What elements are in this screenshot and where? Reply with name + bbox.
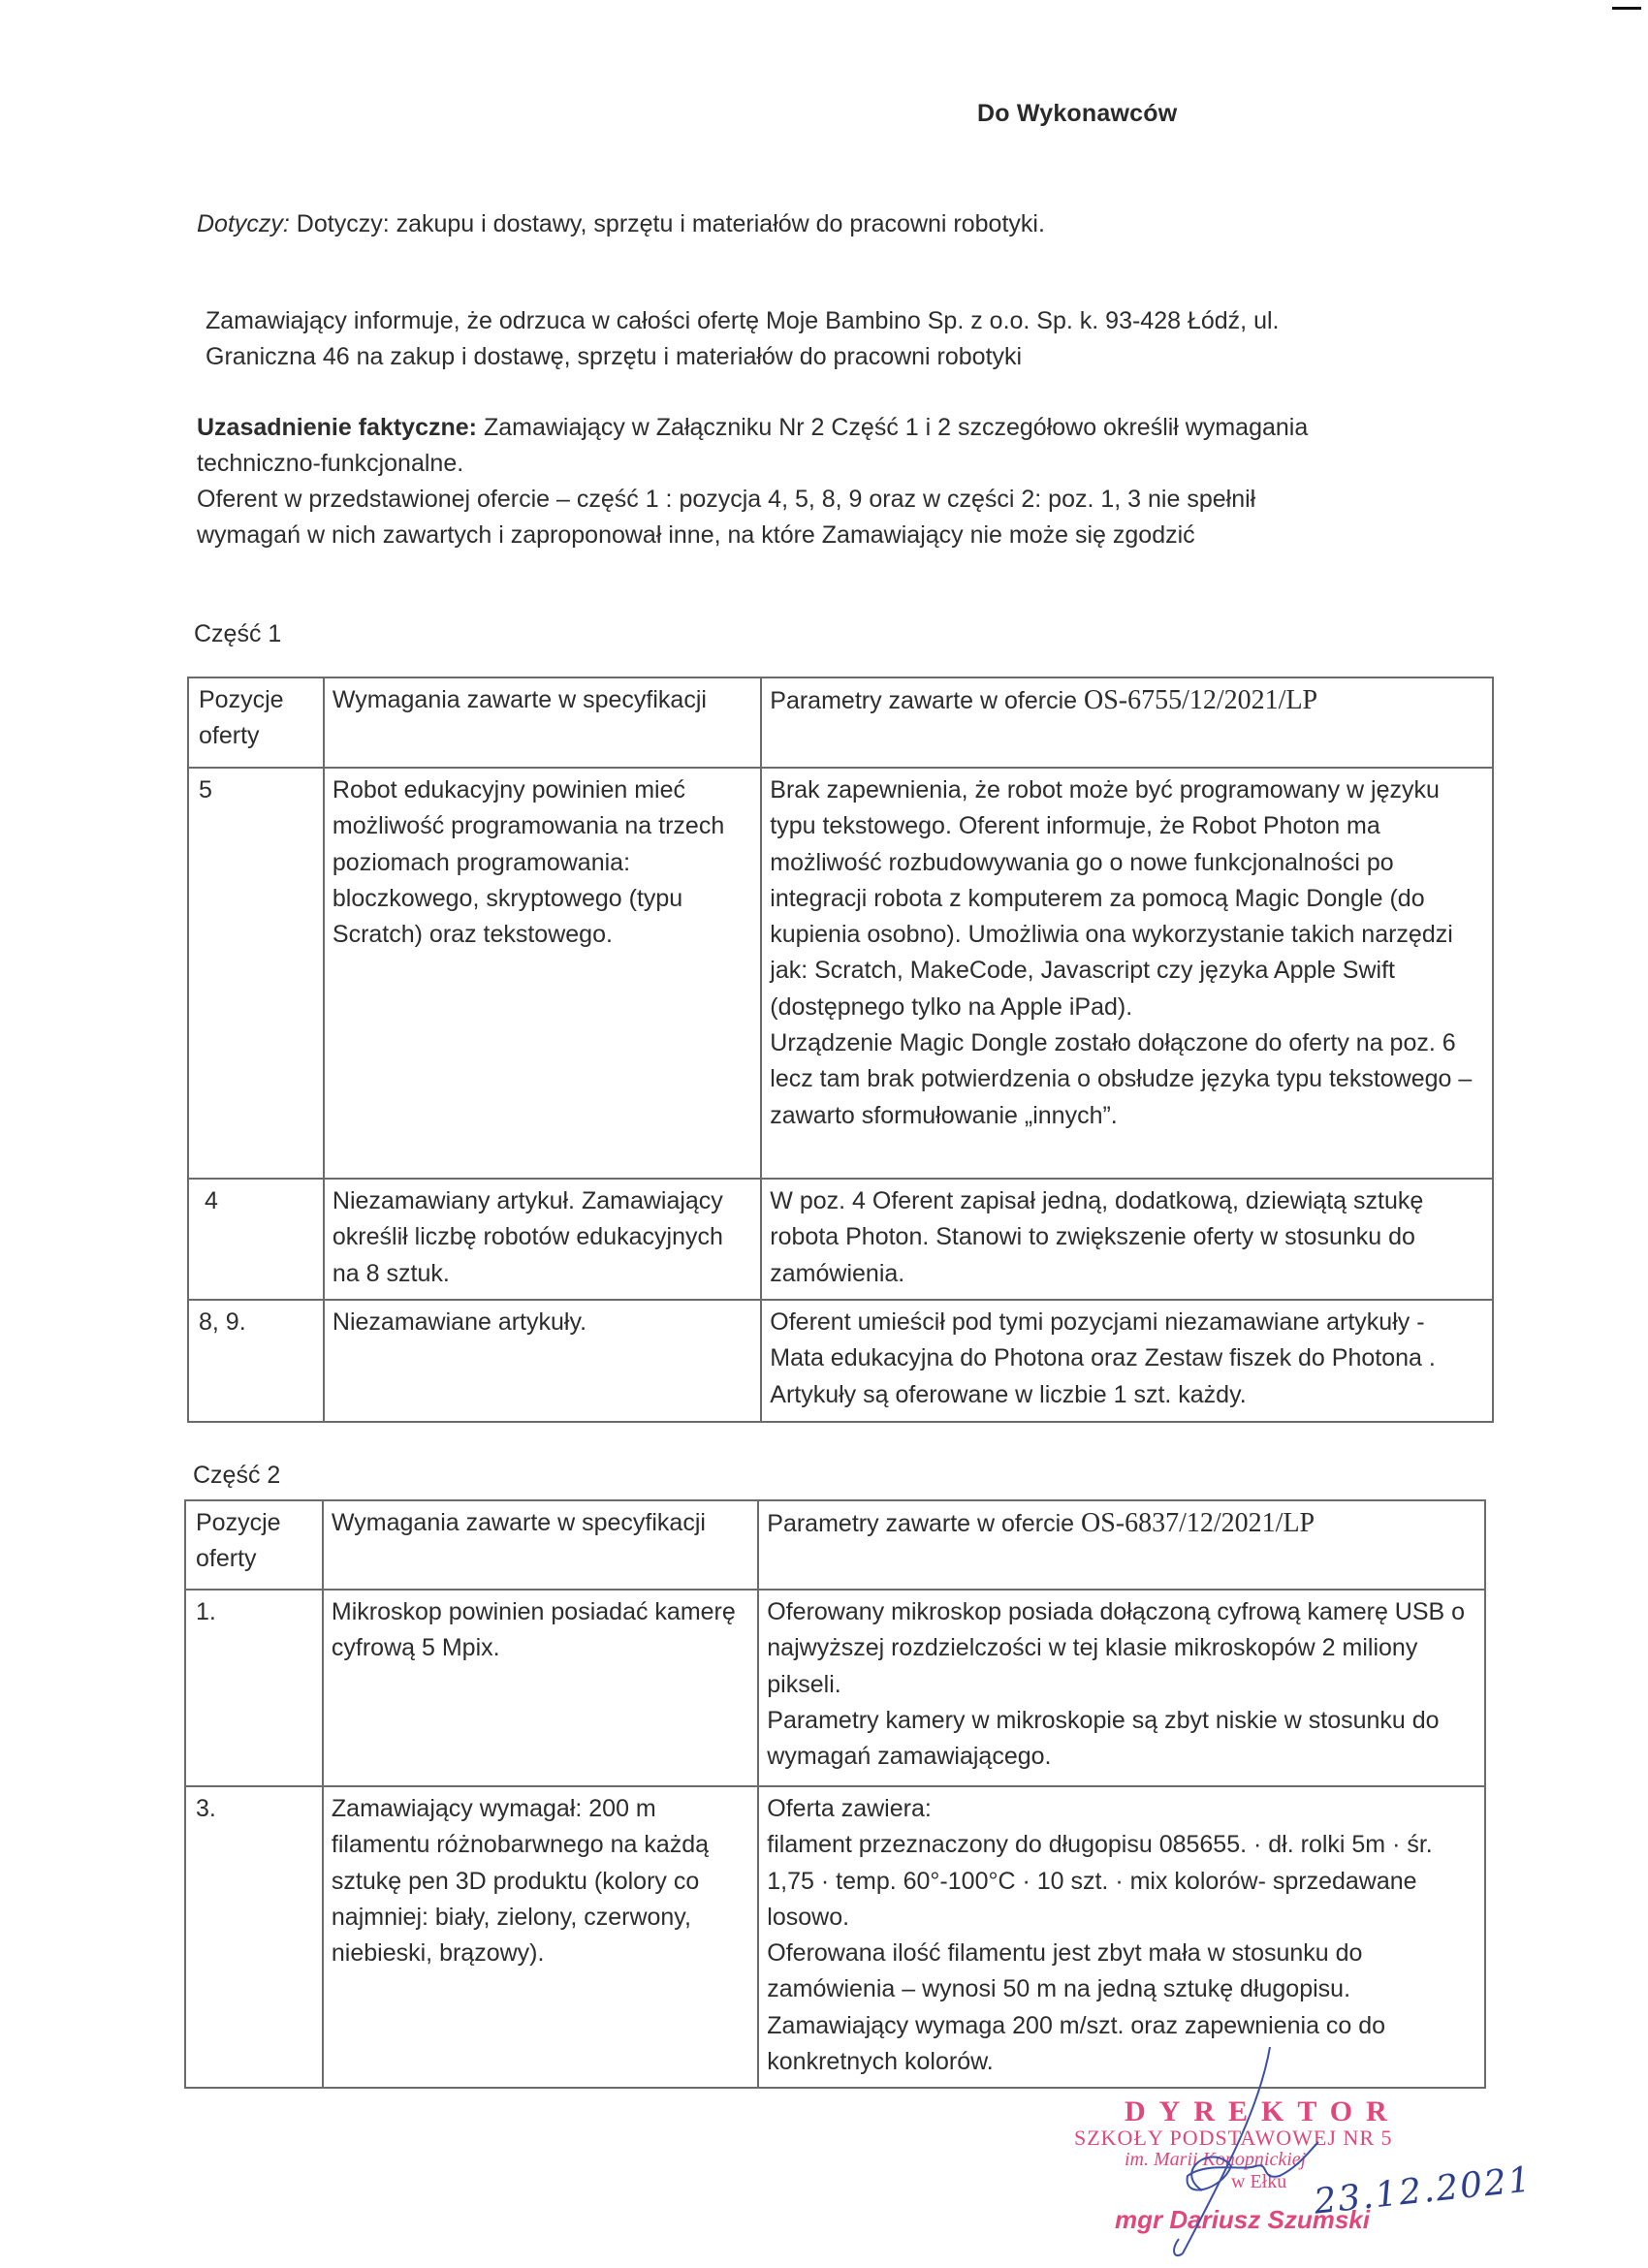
cell-requirement: Zamawiający wymagał: 200 m filamentu różnobarwnego na każdą sztukę pen 3D produktu (kolory co najmniej: biały, zielony, czerwony, niebieski, brązowy).: [323, 1786, 758, 2088]
stamp-school: SZKOŁY PODSTAWOWEJ NR 5: [1074, 2126, 1393, 2150]
justification-line-4: wymagań w nich zawartych i zaproponował inne, na które Zamawiający nie może się zgodzić: [197, 521, 1195, 549]
header-parameters: Parametry zawarte w ofercie OS-6837/12/2021/LP: [758, 1500, 1485, 1590]
header-position: Pozycje oferty: [185, 1500, 323, 1590]
cell-requirement: Niezamawiane artykuły.: [324, 1300, 761, 1422]
offer-number: OS-6755/12/2021/LP: [1084, 685, 1318, 715]
cell-requirement: Mikroskop powinien posiadać kamerę cyfrową 5 Mpix.: [323, 1590, 758, 1786]
subject-line: [197, 206, 1045, 242]
cell-parameters: Oferent umieścił pod tymi pozycjami niezamawiane artykuły - Mata edukacyjna do Photona oraz Zestaw fiszek do Photona . Artykuły są oferowane w liczbie 1 szt. każdy.: [761, 1300, 1493, 1422]
justification-label: Uzasadnienie faktyczne:: [197, 414, 477, 441]
part1-table: [187, 677, 1494, 1423]
stamp-title: DYREKTOR: [1125, 2095, 1401, 2127]
table-row: [188, 768, 1493, 1179]
cell-position: 3.: [185, 1786, 323, 2088]
notice-line-2: Graniczna 46 na zakup i dostawę, sprzętu i materiałów do pracowni robotyki: [206, 343, 1023, 370]
justification-line-2: techniczno-funkcjonalne.: [197, 450, 464, 477]
subject-text: Dotyczy: zakupu i dostawy, sprzętu i materiałów do pracowni robotyki.: [289, 210, 1045, 237]
cell-requirement: Robot edukacyjny powinien mieć możliwość programowania na trzech poziomach programowania: bloczkowego, skryptowego (typu Scratch) oraz tekstowego.: [324, 768, 761, 1179]
stamp-town: w Ełku: [1231, 2171, 1287, 2192]
part2-table: [184, 1499, 1486, 2089]
cell-requirement: Niezamawiany artykuł. Zamawiający określił liczbę robotów edukacyjnych na 8 sztuk.: [324, 1179, 761, 1300]
header-position: Pozycje oferty: [188, 677, 324, 768]
cell-parameters: Oferta zawiera: filament przeznaczony do długopisu 085655. · dł. rolki 5m · śr. 1,75 · temp. 60°-100°C · 10 szt. · mix kolorów- sprzedawane losowo. Oferowana ilość filamentu jest zbyt mała w stosunku do zamówienia – wynosi 50 m na jedną sztukę długopisu. Zamawiający wymaga 200 m/szt. oraz zapewnienia co do konkretnych kolorów.: [758, 1786, 1485, 2088]
table-header-row: [185, 1500, 1485, 1590]
offer-number: OS-6837/12/2021/LP: [1081, 1508, 1315, 1538]
signature-icon: [1115, 2045, 1347, 2268]
cell-parameters: Brak zapewnienia, że robot może być programowany w języku typu tekstowego. Oferent informuje, że Robot Photon ma możliwość rozbudowywania go o nowe funkcjonalności po integracji robota z komputerem za pomocą Magic Dongle (do kupienia osobno). Umożliwia ona wykorzystanie takich narzędzi jak: Scratch, MakeCode, Javascript czy języka Apple Swift (dostępnego tylko na Apple iPad). Urządzenie Magic Dongle zostało dołączone do oferty na poz. 6 lecz tam brak potwierdzenia o obsłudze języka typu tekstowego – zawarto sformułowanie „innych”.: [761, 768, 1493, 1179]
stamp-patron: im. Marii Konopnickiej: [1125, 2149, 1307, 2170]
justification-paragraph: [197, 410, 1308, 553]
table-row: [188, 1179, 1493, 1300]
stamp-name: mgr Dariusz Szumski: [1115, 2205, 1370, 2234]
cell-position: 1.: [185, 1590, 323, 1786]
handwritten-date: 23.12.2021: [1312, 2159, 1535, 2222]
part2-label: Część 2: [193, 1462, 281, 1489]
cell-parameters: Oferowany mikroskop posiada dołączoną cyfrową kamerę USB o najwyższej rozdzielczości w tej klasie mikroskopów 2 miliony pikseli. Parametry kamery w mikroskopie są zbyt niskie w stosunku do wymagań zamawiającego.: [758, 1590, 1485, 1786]
addressee-title: Do Wykonawców: [977, 100, 1178, 127]
cell-parameters: W poz. 4 Oferent zapisał jedną, dodatkową, dziewiątą sztukę robota Photon. Stanowi to zwiększenie oferty w stosunku do zamówienia.: [761, 1179, 1493, 1300]
justification-line-3: Oferent w przedstawionej ofercie – część 1 : pozycja 4, 5, 8, 9 oraz w części 2: poz. 1, 3 nie spełnił: [197, 486, 1256, 513]
table-row: [185, 1786, 1485, 2088]
header-parameters: Parametry zawarte w ofercie OS-6755/12/2021/LP: [761, 677, 1493, 768]
cell-position: 8, 9.: [188, 1300, 324, 1422]
cell-position: 4: [188, 1179, 324, 1300]
notice-line-1: Zamawiający informuje, że odrzuca w całości ofertę Moje Bambino Sp. z o.o. Sp. k. 93-428 Łódź, ul.: [206, 307, 1280, 334]
table-row: [185, 1590, 1485, 1786]
justification-line-1: Zamawiający w Załączniku Nr 2 Część 1 i 2 szczegółowo określił wymagania: [477, 414, 1309, 441]
table-header-row: [188, 677, 1493, 768]
subject-label: Dotyczy:: [197, 210, 290, 237]
header-requirements: Wymagania zawarte w specyfikacji: [324, 677, 761, 768]
cell-position: 5: [188, 768, 324, 1179]
scan-edge-mark: [1612, 7, 1641, 10]
header-requirements: Wymagania zawarte w specyfikacji: [323, 1500, 758, 1590]
table-row: [188, 1300, 1493, 1422]
part1-label: Część 1: [194, 620, 282, 647]
notice-paragraph: [206, 303, 1279, 375]
